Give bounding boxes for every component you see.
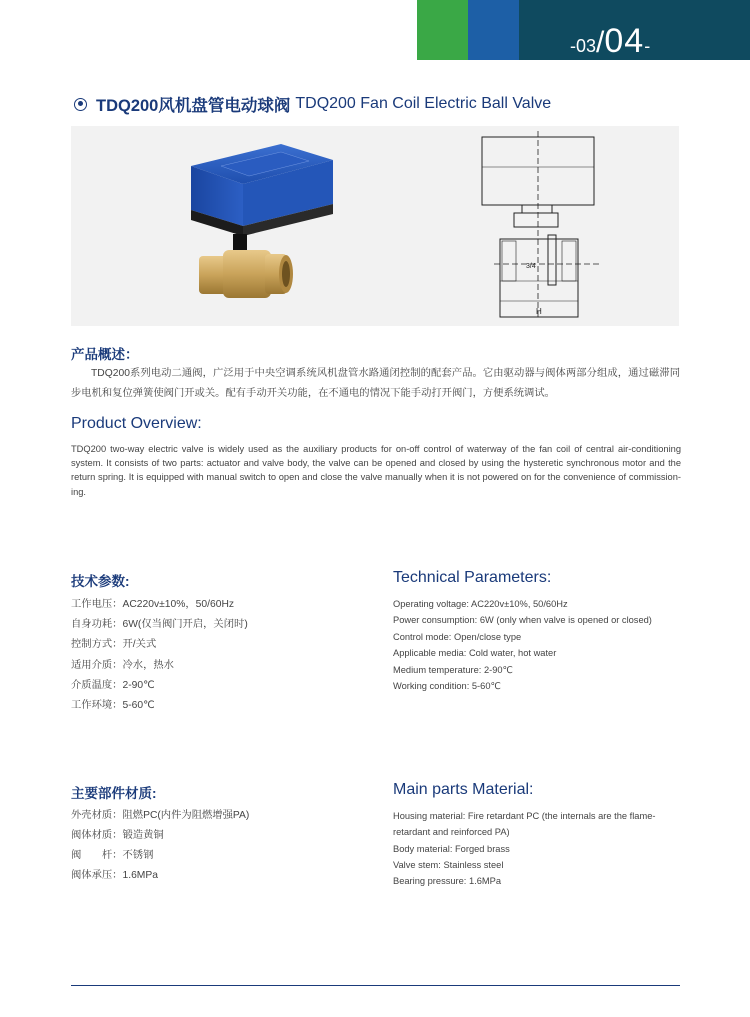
list-item: 阀 杆：不锈钢 [71, 850, 154, 861]
product-title-cn: TDQ200风机盘管电动球阀 [96, 97, 291, 115]
header-blue-block [468, 0, 519, 60]
list-item: 工作电压：AC220v±10%，50/60Hz [71, 599, 235, 610]
page-number-left: -03 [570, 36, 597, 56]
parts-cn-heading: 主要部件材质: [71, 786, 157, 801]
tech-en-list [393, 596, 652, 694]
list-item: Control mode: Open/close type [393, 631, 522, 642]
product-image-panel [71, 126, 679, 326]
list-item: 工作环境：5-60℃ [71, 700, 155, 712]
product-title-en: TDQ200 Fan Coil Electric Ball Valve [295, 95, 552, 112]
list-item: Working condition: 5-60℃ [393, 681, 501, 692]
tech-cn-list [71, 595, 248, 716]
drawing-h-label: H [536, 307, 542, 316]
page-number-dash: - [644, 36, 651, 56]
list-item: Power consumption: 6W (only when valve is opened or closed) [393, 615, 652, 626]
header-green-block [417, 0, 468, 60]
list-item: 外壳材质：阻燃PC(内件为阻燃增强PA) [71, 810, 250, 821]
page-number-slash: / [596, 26, 605, 59]
list-item: 控制方式：开/关式 [71, 639, 157, 651]
list-item: 介质温度：2-90℃ [71, 679, 155, 691]
overview-en-heading: Product Overview: [71, 415, 202, 432]
parts-en-list [393, 808, 656, 889]
footer-divider [71, 985, 680, 986]
list-item: Applicable media: Cold water, hot water [393, 648, 557, 659]
parts-en-heading: Main parts Material: [393, 781, 534, 798]
list-item: Body material: Forged brass [393, 843, 510, 854]
overview-en-text: TDQ200 two-way electric valve is widely used as the auxiliary products for on-off control of waterway of the fan coil of central air-conditioning system. It consists of two parts: actuator and valve body, the valve can be opened and closed by using the hysteretic synchronous motor and the return spring. It is equipped with manual switch to open and close the valve manually when it is not powered on for the convenience of commission-ing. [71, 444, 681, 497]
list-item: Operating voltage: AC220v±10%, 50/60Hz [393, 599, 568, 609]
product-title [74, 92, 551, 116]
list-item: retardant and reinforced PA) [393, 827, 510, 838]
list-item: Medium temperature: 2-90℃ [393, 664, 513, 675]
overview-cn-text: TDQ200系列电动二通阀，广泛用于中央空调系统风机盘管水路通闭控制的配套产品。它由驱动器与阀体两部分组成，通过磁滞同步电机和复位弹簧使阀门开或关。配有手动开关功能，在不通电的情况下能手动打开阀门，方便系统调试。 [71, 368, 680, 399]
page-header-band [417, 0, 750, 60]
tech-en-heading: Technical Parameters: [393, 569, 552, 586]
technical-drawing [476, 131, 616, 321]
list-item: 阀体承压：1.6MPa [71, 870, 158, 881]
parts-cn-list [71, 806, 249, 886]
product-photo [181, 136, 411, 326]
list-item: 阀体材质：锻造黄铜 [71, 830, 164, 841]
list-item: 自身功耗：6W(仅当阀门开启，关闭时) [71, 619, 248, 631]
list-item: Housing material: Fire retardant PC (the internals are the flame- [393, 811, 656, 821]
page-number [570, 22, 650, 61]
list-item: 适用介质：冷水，热水 [71, 659, 174, 671]
drawing-size-label: 3/4 [526, 263, 536, 270]
list-item: Valve stem: Stainless steel [393, 859, 504, 870]
list-item: Bearing pressure: 1.6MPa [393, 876, 502, 887]
page-number-right: 04 [604, 22, 645, 60]
overview-cn-heading: 产品概述： [71, 347, 139, 362]
tech-cn-heading: 技术参数: [71, 574, 130, 589]
title-bullet-icon [74, 98, 87, 111]
